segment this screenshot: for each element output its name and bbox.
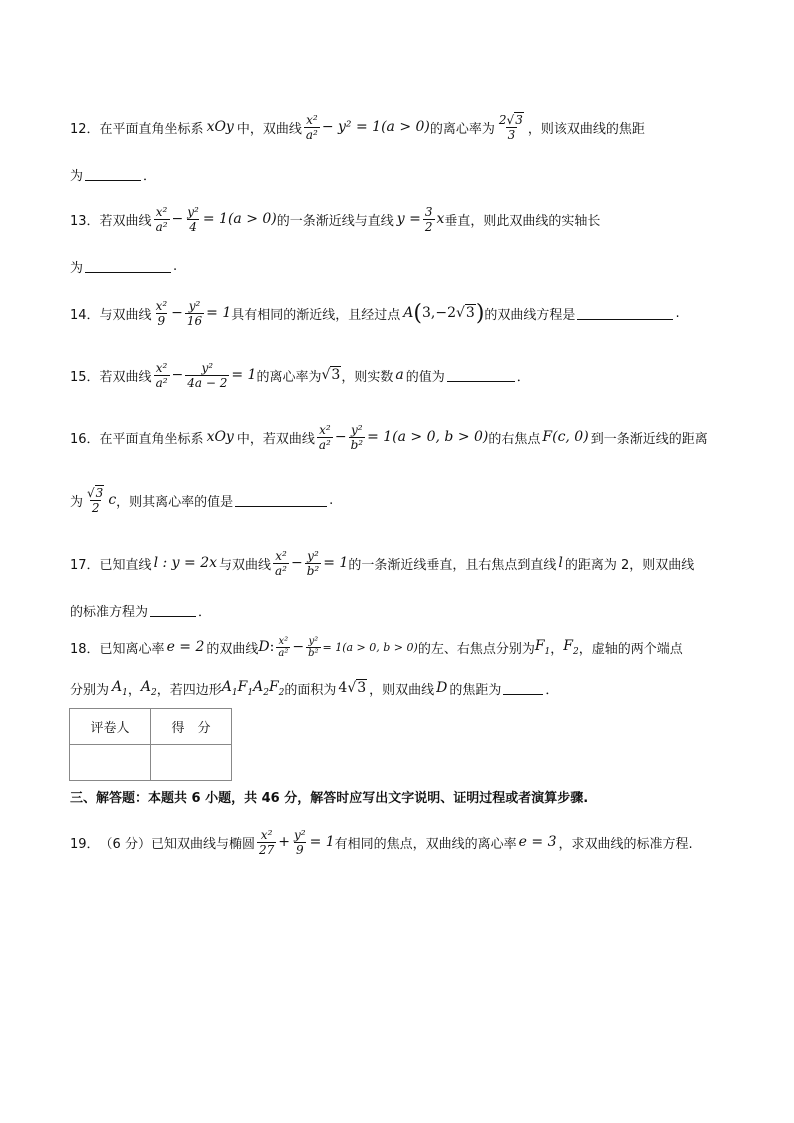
score-table (69, 708, 232, 781)
question-19: 19． （6 分）已知双曲线与椭圆 $\frac{\text{x²}}{27}$ + $\frac{\text{y²}}{9}$ = 1 有相同的焦点，双曲线的离心率 e = 3 ，求双曲线的标准方程. (70, 827, 693, 857)
equation: = 1(a > 0, b > 0) (322, 640, 418, 654)
equation: = 1 (323, 555, 349, 571)
equation: = 1 (309, 834, 335, 850)
question-17-cont: 的标准方程为 ． (70, 604, 212, 620)
fraction: $\frac{\text{x²}}{\text{a²}}$ (305, 112, 318, 142)
equation: = 1(a > 0, b > 0) (367, 429, 489, 445)
question-number: 18． (70, 641, 100, 657)
answer-blank[interactable] (85, 168, 141, 181)
eccentricity: e = 3 (518, 834, 557, 850)
answer-blank[interactable] (85, 260, 171, 273)
eccentricity: e = 2 (166, 639, 205, 655)
fraction: $\frac{\text{x²}}{27}$ (258, 827, 275, 857)
fraction: $\frac{\text{y²}}{4}$ (187, 204, 199, 234)
answer-blank[interactable] (447, 369, 515, 382)
question-number: 16． (70, 431, 100, 447)
answer-blank[interactable] (577, 307, 673, 320)
fraction: $\frac{\text{y²}}{16}$ (186, 298, 203, 328)
equation: = 1(a > 0) (202, 211, 277, 227)
fraction: $\frac{\text{y²}}{\text{b²}}$ (350, 422, 364, 452)
answer-blank[interactable] (150, 604, 196, 617)
question-18-cont: 分别为 $A_1$ ， $A_2$ ，若四边形 $A_1F_1A_2F_2$ 的面积为 4√3 ，则双曲线 D 的焦距为 ． (70, 678, 559, 698)
grader-header: 评卷人 (70, 709, 151, 745)
answer-blank[interactable] (503, 682, 543, 695)
equation: − y² = 1(a > 0) (321, 119, 430, 135)
question-17: 17． 已知直线 l : y = 2x 与双曲线 $\frac{\text{x²}}{\text{a²}}$ − $\frac{\text{y²}}{\text{b²}}$ = 1 的一条渐近线垂直，且右焦点到直线 l 的距离为 2，则双曲线 (70, 548, 695, 578)
question-16-cont: 为 $\frac{√3}{2}$ c ，则其离心率的值是 . (70, 485, 334, 515)
question-13-cont: 为 . (70, 258, 178, 276)
coord-system: xOy (206, 429, 234, 445)
section-heading: 三、解答题：本题共 6 小题，共 46 分，解答时应写出文字说明、证明过程或者演算步骤. (70, 790, 589, 806)
question-13: 13． 若双曲线 $\frac{\text{x²}}{\text{a²}}$ − $\frac{\text{y²}}{4}$ = 1(a > 0) 的一条渐近线与直线 y = $\frac{3}{2}$ x 垂直，则此双曲线的实轴长 (70, 204, 601, 234)
question-15: 15． 若双曲线 $\frac{\text{x²}}{\text{a²}}$ − $\frac{\text{y²}}{4a - 2}$ = 1 的离心率为 √3 ，则实数 a 的值为 ． (70, 360, 530, 390)
fraction: $\frac{\text{y²}}{9}$ (293, 827, 306, 857)
question-number: 14． (70, 307, 100, 323)
equation: = 1 (231, 367, 257, 383)
fraction: $\frac{\text{x²}}{\text{a²}}$ (278, 635, 289, 659)
question-14: 14． 与双曲线 $\frac{\text{x²}}{9}$ − $\frac{\text{y²}}{16}$ = 1 具有相同的渐近线，且经过点 A ( 3,−2√3 ) 的双曲线方程是 . (70, 298, 680, 328)
fraction: $\frac{√3}{2}$ (87, 485, 104, 515)
answer-blank[interactable] (235, 494, 327, 507)
fraction: $\frac{\text{x²}}{\text{a²}}$ (155, 204, 168, 234)
question-number: 19． (70, 836, 100, 852)
fraction: $\frac{2√3}{3}$ (498, 112, 523, 142)
fraction: $\frac{3}{2}$ (424, 204, 433, 234)
line-equation: l : y = 2x (153, 555, 217, 571)
fraction: $\frac{\text{x²}}{9}$ (155, 298, 168, 328)
fraction: $\frac{\text{x²}}{\text{a²}}$ (275, 548, 287, 578)
question-12: 12． 在平面直角坐标系 xOy 中，双曲线 $\frac{\text{x²}}{\text{a²}}$ − y² = 1(a > 0) 的离心率为 $\frac{2√3}{3}$ ，则该双曲线的焦距 (70, 112, 645, 142)
score-cell[interactable] (151, 745, 232, 781)
question-number: 13． (70, 213, 100, 229)
coord-system: xOy (206, 119, 234, 135)
fraction: $\frac{\text{y²}}{\text{b²}}$ (308, 635, 319, 659)
score-header: 得 分 (151, 709, 232, 745)
fraction: $\frac{\text{y²}}{4a - 2}$ (187, 360, 228, 390)
point-label: A (403, 305, 414, 321)
question-16: 16． 在平面直角坐标系 xOy 中，若双曲线 $\frac{\text{x²}}{\text{a²}}$ − $\frac{\text{y²}}{\text{b²}}$ = 1(a > 0, b > 0) 的右焦点 F(c, 0) 到一条渐近线的距离 (70, 422, 708, 452)
fraction: $\frac{\text{x²}}{\text{a²}}$ (155, 360, 168, 390)
question-number: 12． (70, 121, 100, 137)
question-12-cont: 为 ． (70, 168, 157, 184)
focus-label: F(c, 0) (542, 429, 589, 445)
question-number: 17． (70, 557, 100, 573)
fraction: $\frac{\text{y²}}{\text{b²}}$ (306, 548, 320, 578)
equation: = 1 (206, 305, 232, 321)
question-18: 18． 已知离心率 e = 2 的双曲线 D : $\frac{\text{x²}}{\text{a²}}$ − $\frac{\text{y²}}{\text{b²}}$ = 1(a > 0, b > 0) 的左、右焦点分别为 $F_1$ ， $F_2$ ，虚轴的两个端点 (70, 635, 683, 659)
question-number: 15． (70, 369, 100, 385)
grader-cell[interactable] (70, 745, 151, 781)
fraction: $\frac{\text{x²}}{\text{a²}}$ (318, 422, 331, 452)
